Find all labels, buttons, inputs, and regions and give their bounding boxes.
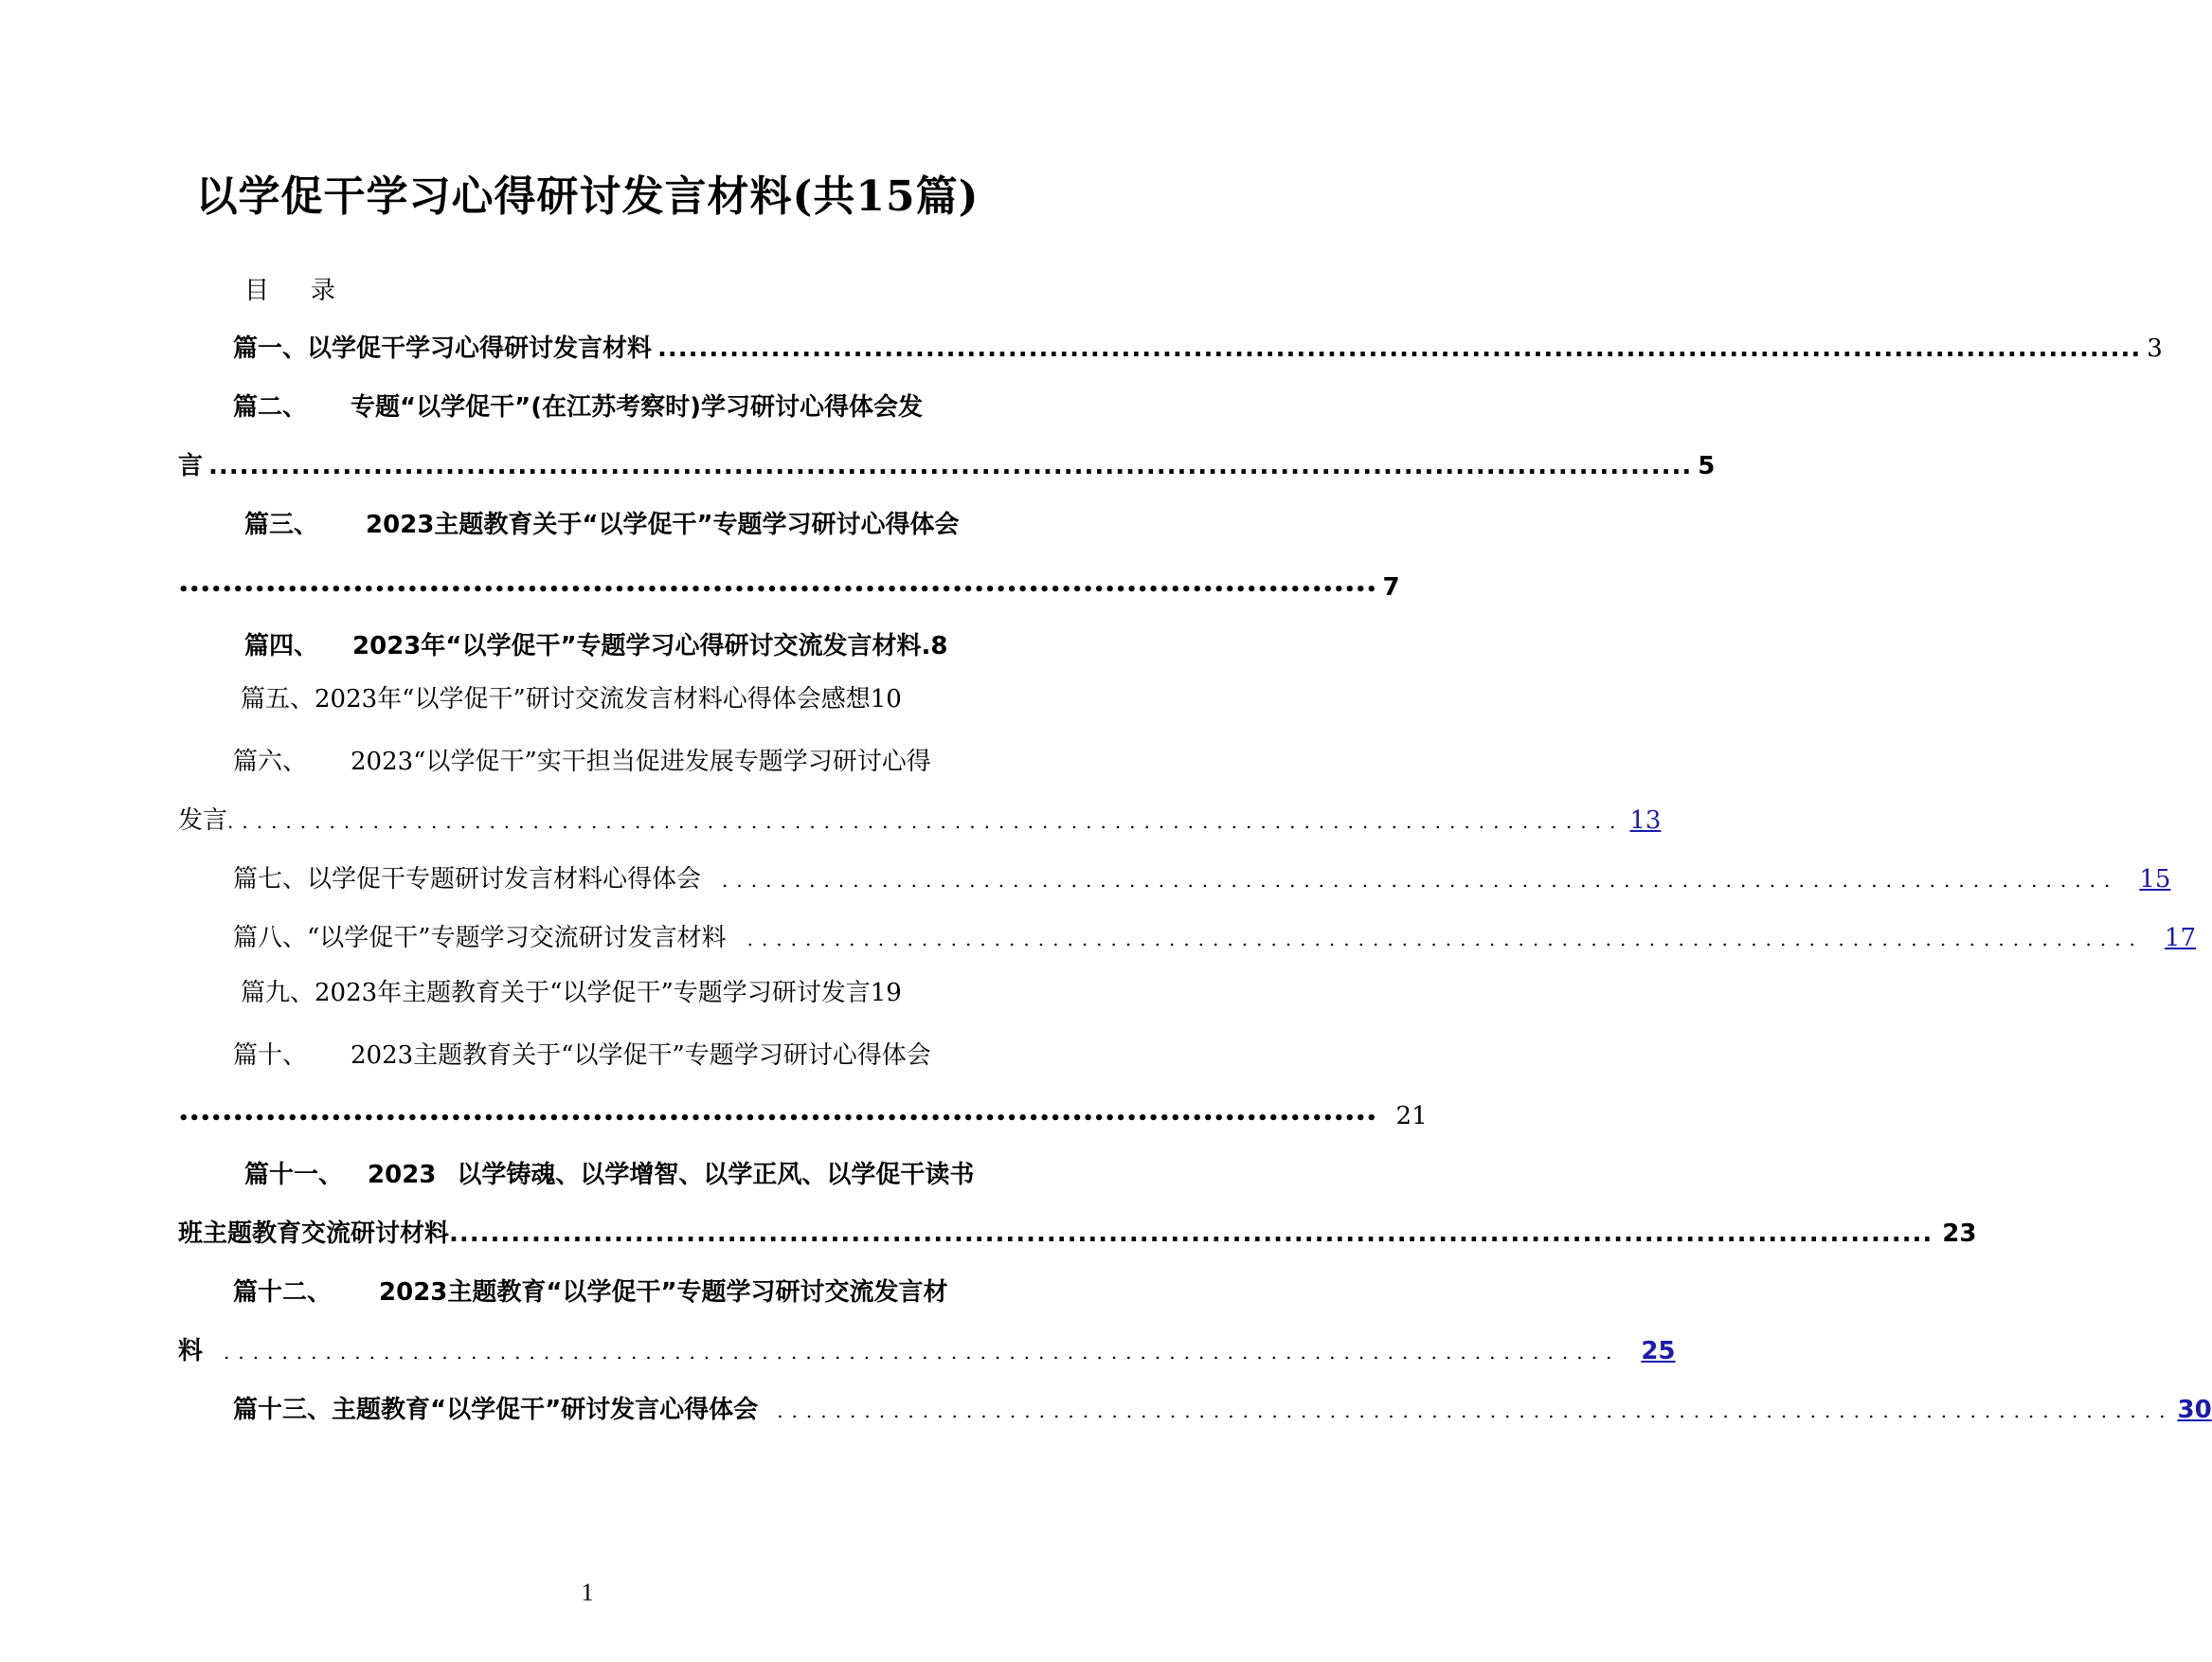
toc-entry-4-label: 篇四、 (244, 632, 319, 660)
toc-heading-char-2: 录 (311, 277, 336, 305)
toc-heading (244, 275, 335, 307)
toc-entry-8-title: 篇八、“以学促干”专题学习交流研讨发言材料 (233, 924, 727, 952)
page-number: 1 (581, 1579, 594, 1606)
toc-entry-11-label: 篇十一、 (244, 1161, 344, 1189)
toc-entry-11-cont[interactable] (178, 1217, 1977, 1251)
toc-entry-10-leader: •••••••••••••••••••••••••••••••••••••••••••••••••••••••••••••••••••••••••••••••••••••••••••••••••••••••••••••• (178, 1109, 1377, 1129)
toc-entry-10-cont[interactable] (178, 1099, 1428, 1136)
toc-entry-10[interactable] (233, 1039, 931, 1073)
toc-entry-11-year: 2023 (368, 1161, 437, 1189)
toc-entry-2-title: 专题“以学促干”(在江苏考察时)学习研讨心得体会发 (351, 393, 923, 422)
toc-entry-3-cont[interactable] (178, 570, 1400, 607)
toc-entry-9-title: 篇九、2023年主题教育关于“以学促干”专题学习研讨发言19 (241, 979, 902, 1007)
toc-entry-7-leader: ................................................................................................ (722, 869, 2119, 892)
toc-entry-6-page[interactable]: 13 (1629, 806, 1662, 835)
toc-entry-8[interactable] (233, 921, 2196, 956)
toc-entry-12[interactable] (233, 1275, 948, 1310)
toc-entry-12-label: 篇十二、 (233, 1278, 333, 1307)
toc-entry-12-title: 2023主题教育“以学促干”专题学习研讨交流发言材 (379, 1278, 948, 1307)
toc-entry-3[interactable] (244, 508, 960, 542)
toc-entry-3-title: 2023主题教育关于“以学促干”专题学习研讨心得体会 (366, 511, 960, 539)
toc-entry-8-page[interactable]: 17 (2164, 924, 2196, 952)
toc-entry-3-page: 7 (1382, 573, 1400, 602)
toc-entry-7-title: 篇七、以学促干专题研讨发言材料心得体会 (233, 865, 702, 894)
toc-entry-2-cont[interactable] (178, 449, 1716, 483)
document-title: 以学促干学习心得研讨发言材料(共15篇) (195, 172, 980, 221)
toc-entry-11-leader: ................................................................................................................................................ (449, 1219, 1933, 1248)
toc-entry-3-leader: •••••••••••••••••••••••••••••••••••••••••••••••••••••••••••••••••••••••••••••••••••••••••••••••••••••••••••••• (178, 580, 1377, 600)
toc-entry-11[interactable] (244, 1158, 974, 1192)
toc-entry-2-page: 5 (1698, 452, 1716, 480)
toc-entry-1-page: 3 (2147, 334, 2163, 363)
toc-entry-13[interactable] (233, 1393, 2212, 1428)
toc-entry-1-leader: ................................................................................................................................................ (657, 334, 2142, 363)
toc-entry-12-leader: ................................................................................................ (224, 1341, 1621, 1364)
toc-entry-2-label: 篇二、 (233, 393, 308, 422)
toc-entry-8-leader: ................................................................................................ (746, 928, 2144, 950)
toc-entry-12-cont[interactable] (178, 1334, 1676, 1369)
toc-entry-3-label: 篇三、 (244, 511, 319, 539)
toc-entry-2-title-cont: 言 (178, 452, 204, 480)
toc-entry-5[interactable] (241, 682, 902, 716)
toc-entry-10-page: 21 (1395, 1102, 1428, 1130)
toc-entry-13-leader: ................................................................................................ (777, 1400, 2174, 1422)
toc-entry-6-leader: ................................................................................................ (227, 810, 1625, 833)
toc-entry-11-title: 以学铸魂、以学增智、以学正风、以学促干读书 (457, 1161, 975, 1189)
toc-entry-1-title: 篇一、以学促干学习心得研讨发言材料 (233, 334, 653, 363)
toc-entry-6-title: 2023“以学促干”实干担当促进发展专题学习研讨心得 (351, 748, 931, 776)
toc-entry-7-page[interactable]: 15 (2139, 865, 2171, 894)
toc-entry-1[interactable] (233, 332, 2163, 366)
toc-entry-10-label: 篇十、 (233, 1041, 308, 1070)
toc-entry-6-title-cont: 发言 (178, 806, 228, 835)
toc-entry-13-page[interactable]: 30 (2177, 1396, 2212, 1424)
toc-entry-2[interactable] (233, 390, 923, 425)
toc-entry-9[interactable] (241, 976, 902, 1010)
toc-entry-6-cont[interactable] (178, 804, 1662, 839)
toc-entry-10-title: 2023主题教育关于“以学促干”专题学习研讨心得体会 (351, 1041, 931, 1070)
toc-entry-4[interactable] (244, 629, 948, 663)
toc-entry-4-title: 2023年“以学促干”专题学习心得研讨交流发言材料.8 (352, 632, 948, 660)
toc-entry-5-title: 篇五、2023年“以学促干”研讨交流发言材料心得体会感想10 (241, 685, 902, 714)
toc-entry-11-page: 23 (1942, 1219, 1977, 1248)
toc-entry-6[interactable] (233, 745, 931, 779)
toc-entry-11-title-cont: 班主题教育交流研讨材料 (178, 1219, 450, 1248)
toc-entry-7[interactable] (233, 862, 2171, 897)
toc-entry-2-leader: ................................................................................................................................................ (208, 452, 1693, 480)
toc-entry-13-title: 篇十三、主题教育“以学促干”研讨发言心得体会 (233, 1396, 759, 1424)
toc-entry-12-page[interactable]: 25 (1641, 1337, 1676, 1365)
toc-heading-char-1: 目 (244, 277, 270, 305)
toc-entry-6-label: 篇六、 (233, 748, 308, 776)
toc-entry-12-title-cont: 料 (178, 1337, 204, 1365)
